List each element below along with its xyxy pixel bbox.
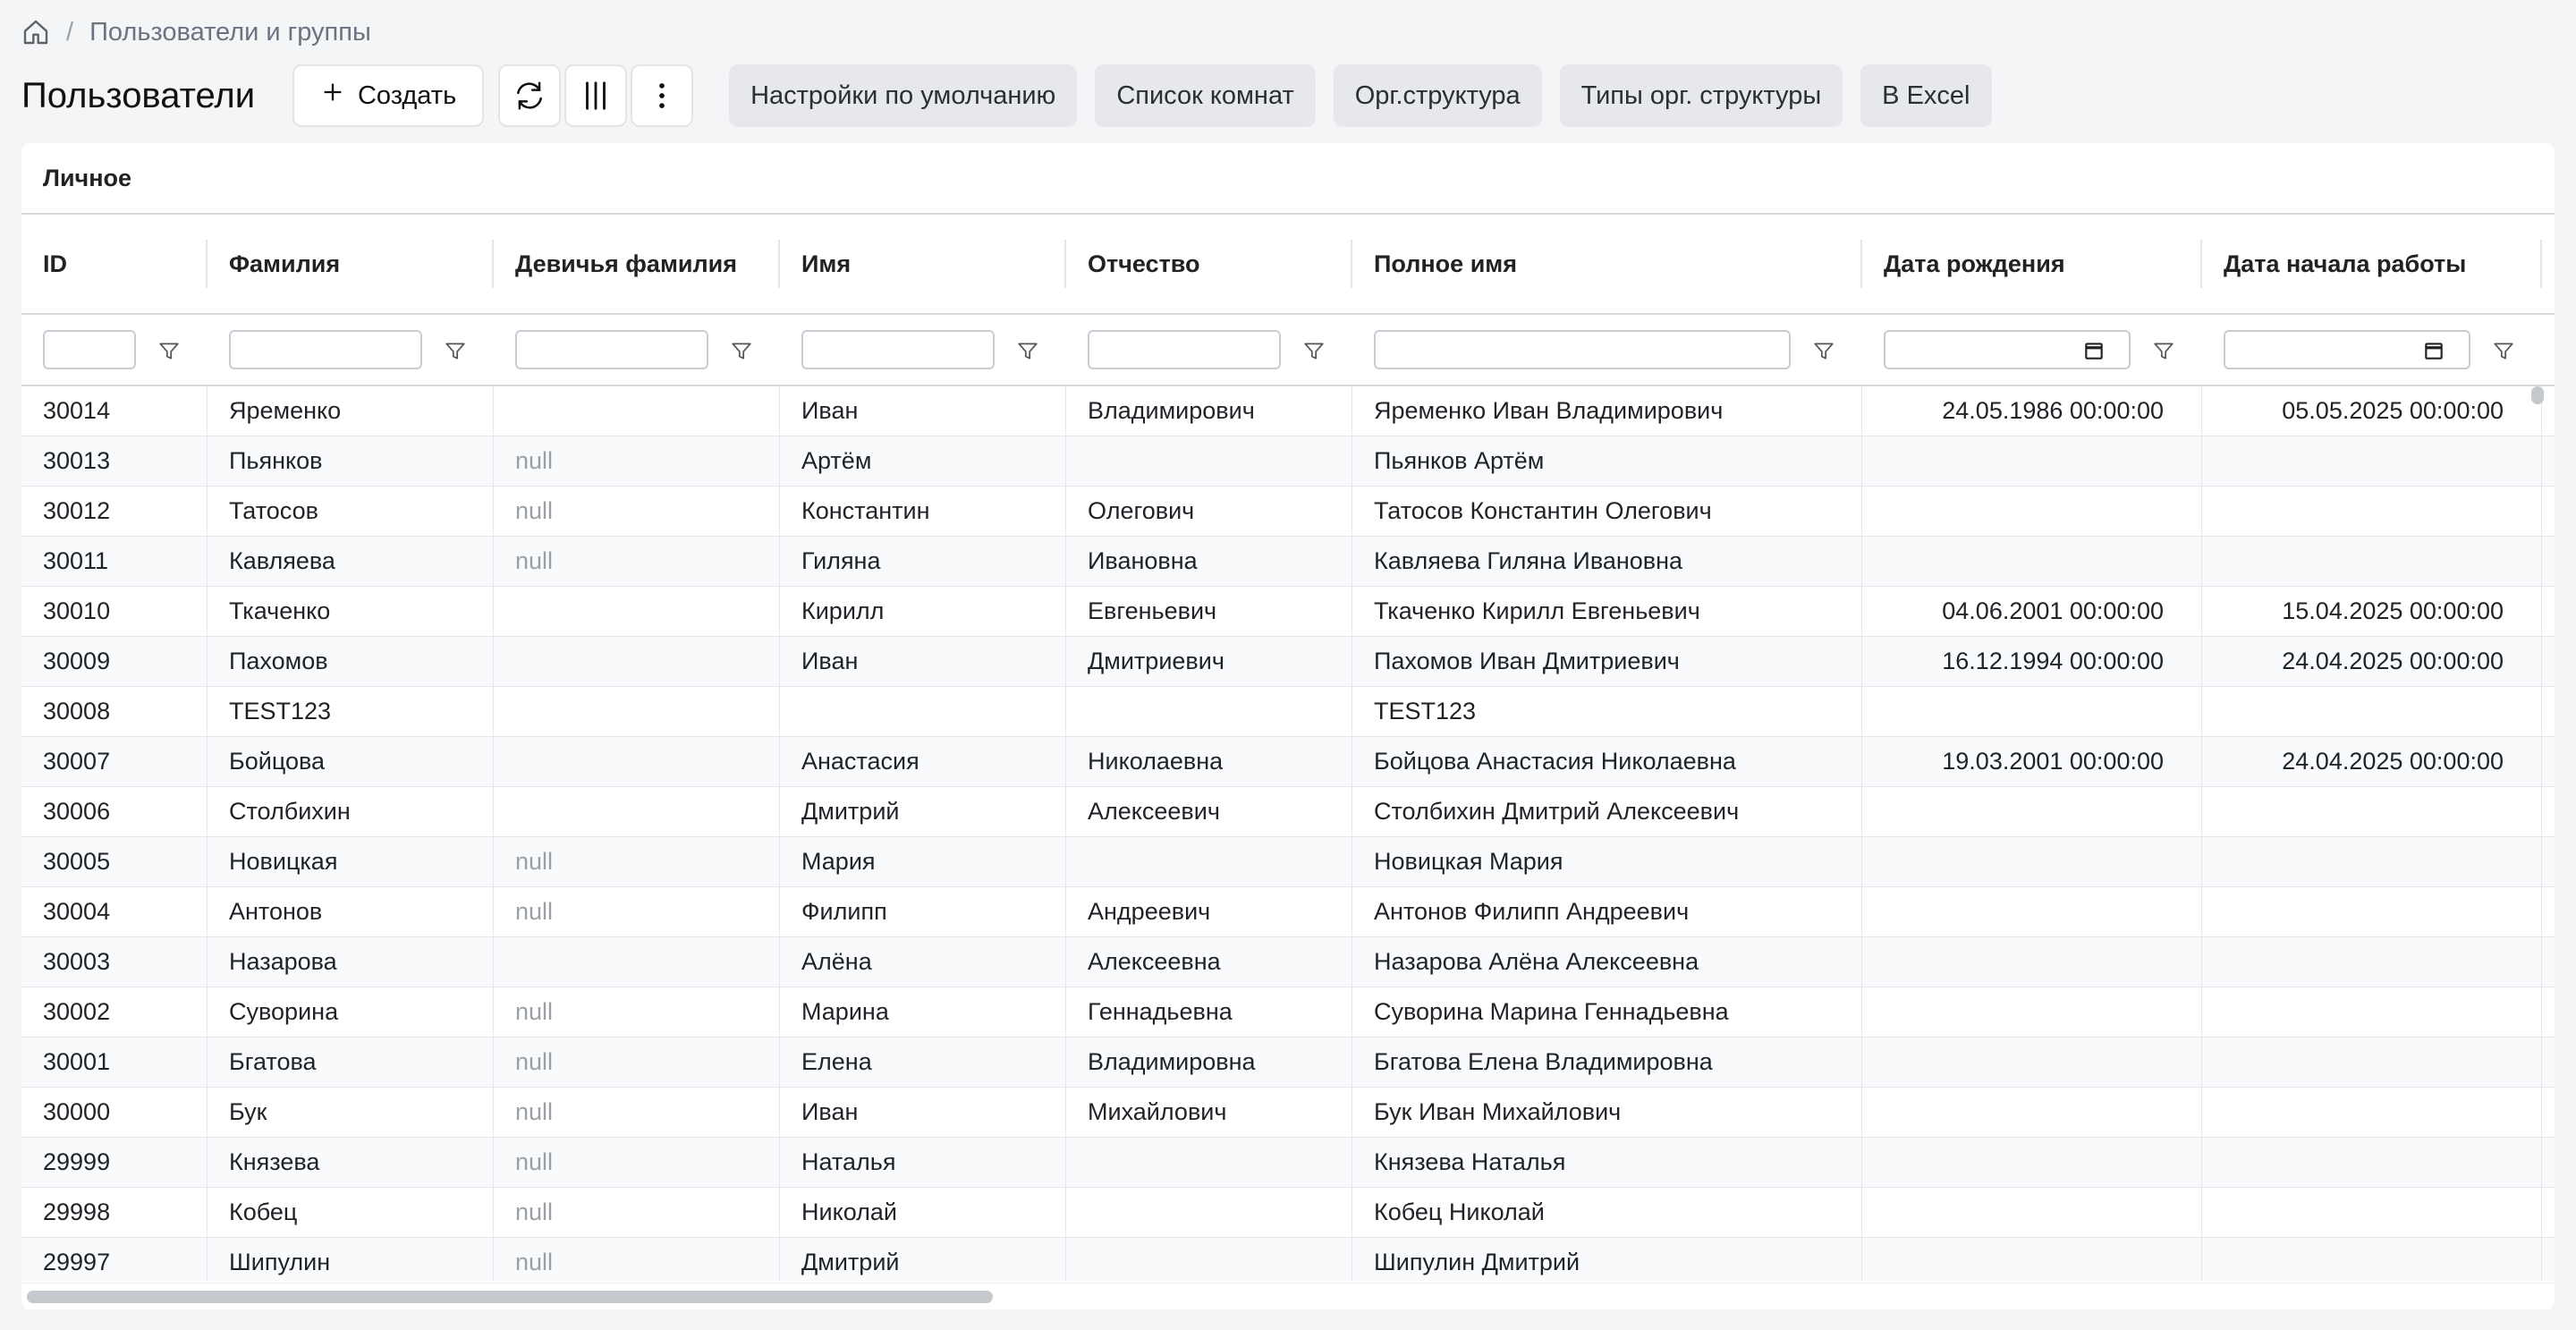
cell-first-name: Гиляна bbox=[780, 537, 1066, 586]
cell-start-date bbox=[2202, 487, 2542, 536]
cell-last-name: Антонов bbox=[208, 887, 494, 936]
cell-start-date: 24.04.2025 00:00:00 bbox=[2202, 637, 2542, 686]
table-row[interactable] bbox=[21, 1138, 2555, 1188]
cell-last-name: TEST123 bbox=[208, 687, 494, 736]
cell-start-date bbox=[2202, 1138, 2542, 1187]
cell-first-name: Константин bbox=[780, 487, 1066, 536]
cell-patronymic: Дмитриевич bbox=[1066, 637, 1352, 686]
cell-patronymic: Ивановна bbox=[1066, 537, 1352, 586]
cell-id: 30006 bbox=[21, 787, 208, 836]
cell-first-name: Дмитрий bbox=[780, 1238, 1066, 1281]
cell-birth-date bbox=[1862, 887, 2202, 936]
cell-first-name: Иван bbox=[780, 1088, 1066, 1137]
table-row[interactable] bbox=[21, 487, 2555, 537]
cell-last-name: Шипулин bbox=[208, 1238, 494, 1281]
cell-birth-date bbox=[1862, 1138, 2202, 1187]
cell-patronymic bbox=[1066, 837, 1352, 886]
cell-first-name: Артём bbox=[780, 436, 1066, 486]
cell-first-name: Елена bbox=[780, 1038, 1066, 1087]
filter-icon[interactable] bbox=[157, 339, 181, 362]
home-icon[interactable] bbox=[21, 18, 50, 47]
column-group-header: Личное bbox=[21, 143, 2555, 215]
column-header-patronymic[interactable]: Отчество bbox=[1066, 215, 1352, 313]
cell-id: 30008 bbox=[21, 687, 208, 736]
cell-start-date bbox=[2202, 787, 2542, 836]
more-vertical-icon bbox=[645, 79, 679, 113]
cell-birth-date bbox=[1862, 987, 2202, 1037]
cell-birth-date bbox=[1862, 537, 2202, 586]
cell-patronymic: Николаевна bbox=[1066, 737, 1352, 786]
cell-id: 30011 bbox=[21, 537, 208, 586]
cell-id: 30004 bbox=[21, 887, 208, 936]
filter-cell-birth-date bbox=[1862, 315, 2202, 385]
horizontal-scrollbar-thumb[interactable] bbox=[27, 1291, 993, 1303]
cell-full-name: Кобец Николай bbox=[1352, 1188, 1862, 1237]
table-row[interactable] bbox=[21, 1038, 2555, 1088]
cell-maiden-name bbox=[494, 687, 780, 736]
cell-full-name: TEST123 bbox=[1352, 687, 1862, 736]
cell-last-name: Пьянков bbox=[208, 436, 494, 486]
cell-start-date: 05.05.2025 00:00:00 bbox=[2202, 386, 2542, 436]
table-row[interactable] bbox=[21, 1188, 2555, 1238]
cell-last-name: Новицкая bbox=[208, 837, 494, 886]
cell-maiden-name bbox=[494, 386, 780, 436]
cell-id: 30002 bbox=[21, 987, 208, 1037]
default-settings-button[interactable]: Настройки по умолчанию bbox=[729, 64, 1077, 127]
cell-maiden-name bbox=[494, 637, 780, 686]
cell-id: 30001 bbox=[21, 1038, 208, 1087]
filter-icon[interactable] bbox=[1302, 339, 1326, 362]
export-excel-button[interactable]: В Excel bbox=[1860, 64, 1991, 127]
cell-full-name: Бук Иван Михайлович bbox=[1352, 1088, 1862, 1137]
column-header-start-date[interactable]: Дата начала работы bbox=[2202, 215, 2542, 313]
cell-maiden-name: null bbox=[494, 1238, 780, 1281]
cell-full-name: Пьянков Артём bbox=[1352, 436, 1862, 486]
calendar-icon[interactable] bbox=[2082, 339, 2106, 362]
filter-input-last-name[interactable] bbox=[229, 330, 422, 369]
cell-first-name: Николай bbox=[780, 1188, 1066, 1237]
filter-cell-first-name bbox=[780, 315, 1066, 385]
cell-first-name: Анастасия bbox=[780, 737, 1066, 786]
cell-maiden-name: null bbox=[494, 887, 780, 936]
table-row[interactable] bbox=[21, 887, 2555, 937]
horizontal-scrollbar[interactable] bbox=[21, 1283, 2555, 1309]
cell-last-name: Кобец bbox=[208, 1188, 494, 1237]
cell-full-name: Ткаченко Кирилл Евгеньевич bbox=[1352, 587, 1862, 636]
orgstructure-button[interactable]: Орг.структура bbox=[1334, 64, 1542, 127]
column-header-row bbox=[21, 215, 2555, 315]
cell-last-name: Суворина bbox=[208, 987, 494, 1037]
filter-cell-last-name bbox=[208, 315, 494, 385]
toolbar-actions bbox=[729, 64, 1991, 127]
filter-icon[interactable] bbox=[2492, 339, 2515, 362]
cell-first-name bbox=[780, 687, 1066, 736]
cell-full-name: Князева Наталья bbox=[1352, 1138, 1862, 1187]
cell-full-name: Суворина Марина Геннадьевна bbox=[1352, 987, 1862, 1037]
filter-input-first-name[interactable] bbox=[801, 330, 995, 369]
cell-id: 30000 bbox=[21, 1088, 208, 1137]
cell-birth-date bbox=[1862, 787, 2202, 836]
filter-icon[interactable] bbox=[1016, 339, 1039, 362]
cell-last-name: Бгатова bbox=[208, 1038, 494, 1087]
toolbar bbox=[21, 64, 1992, 127]
cell-patronymic bbox=[1066, 1188, 1352, 1237]
cell-first-name: Иван bbox=[780, 386, 1066, 436]
filter-cell-patronymic bbox=[1066, 315, 1352, 385]
cell-patronymic: Андреевич bbox=[1066, 887, 1352, 936]
cell-birth-date bbox=[1862, 687, 2202, 736]
filter-input-patronymic[interactable] bbox=[1088, 330, 1281, 369]
cell-birth-date bbox=[1862, 937, 2202, 987]
filter-input-id[interactable] bbox=[43, 330, 136, 369]
cell-id: 29999 bbox=[21, 1138, 208, 1187]
breadcrumb-current[interactable]: Пользователи и группы bbox=[89, 17, 371, 47]
cell-first-name: Марина bbox=[780, 987, 1066, 1037]
refresh-icon bbox=[513, 79, 547, 113]
cell-maiden-name: null bbox=[494, 837, 780, 886]
filter-row bbox=[21, 315, 2555, 386]
filter-cell-full-name bbox=[1352, 315, 1862, 385]
column-header-first-name[interactable]: Имя bbox=[780, 215, 1066, 313]
plus-icon bbox=[320, 80, 345, 112]
page-title: Пользователи bbox=[21, 75, 256, 115]
cell-last-name: Столбихин bbox=[208, 787, 494, 836]
cell-id: 30009 bbox=[21, 637, 208, 686]
columns-button[interactable] bbox=[564, 64, 627, 127]
cell-id: 30005 bbox=[21, 837, 208, 886]
table-row[interactable] bbox=[21, 787, 2555, 837]
cell-last-name: Назарова bbox=[208, 937, 494, 987]
table-row[interactable] bbox=[21, 587, 2555, 637]
filter-icon[interactable] bbox=[444, 339, 467, 362]
cell-maiden-name bbox=[494, 737, 780, 786]
cell-birth-date: 16.12.1994 00:00:00 bbox=[1862, 637, 2202, 686]
column-header-maiden-name[interactable]: Девичья фамилия bbox=[494, 215, 780, 313]
filter-cell-start-date bbox=[2202, 315, 2542, 385]
cell-maiden-name bbox=[494, 587, 780, 636]
cell-first-name: Филипп bbox=[780, 887, 1066, 936]
column-header-birth-date[interactable]: Дата рождения bbox=[1862, 215, 2202, 313]
cell-first-name: Наталья bbox=[780, 1138, 1066, 1187]
table-row[interactable] bbox=[21, 937, 2555, 987]
filter-icon[interactable] bbox=[1812, 339, 1835, 362]
table-row[interactable] bbox=[21, 737, 2555, 787]
cell-last-name: Князева bbox=[208, 1138, 494, 1187]
cell-start-date bbox=[2202, 436, 2542, 486]
cell-id: 30012 bbox=[21, 487, 208, 536]
cell-start-date bbox=[2202, 687, 2542, 736]
cell-birth-date bbox=[1862, 1188, 2202, 1237]
cell-id: 29998 bbox=[21, 1188, 208, 1237]
cell-start-date bbox=[2202, 987, 2542, 1037]
cell-full-name: Бойцова Анастасия Николаевна bbox=[1352, 737, 1862, 786]
columns-icon bbox=[579, 79, 613, 113]
table-row[interactable] bbox=[21, 837, 2555, 887]
table-row[interactable] bbox=[21, 1088, 2555, 1138]
cell-birth-date bbox=[1862, 1088, 2202, 1137]
cell-start-date bbox=[2202, 1238, 2542, 1281]
filter-cell-id bbox=[21, 315, 208, 385]
column-header-full-name[interactable]: Полное имя bbox=[1352, 215, 1862, 313]
cell-start-date: 15.04.2025 00:00:00 bbox=[2202, 587, 2542, 636]
cell-full-name: Назарова Алёна Алексеевна bbox=[1352, 937, 1862, 987]
cell-maiden-name: null bbox=[494, 1138, 780, 1187]
calendar-icon[interactable] bbox=[2422, 339, 2445, 362]
filter-input-full-name[interactable] bbox=[1374, 330, 1791, 369]
cell-maiden-name: null bbox=[494, 987, 780, 1037]
cell-start-date bbox=[2202, 887, 2542, 936]
cell-full-name: Яременко Иван Владимирович bbox=[1352, 386, 1862, 436]
table-row[interactable] bbox=[21, 537, 2555, 587]
column-header-id[interactable]: ID bbox=[21, 215, 208, 313]
table-row[interactable] bbox=[21, 987, 2555, 1038]
more-button[interactable] bbox=[631, 64, 693, 127]
refresh-button[interactable] bbox=[498, 64, 561, 127]
vertical-scrollbar-thumb[interactable] bbox=[2531, 386, 2544, 404]
cell-patronymic: Олегович bbox=[1066, 487, 1352, 536]
cell-last-name: Бойцова bbox=[208, 737, 494, 786]
cell-maiden-name bbox=[494, 937, 780, 987]
cell-last-name: Татосов bbox=[208, 487, 494, 536]
cell-patronymic: Евгеньевич bbox=[1066, 587, 1352, 636]
cell-last-name: Яременко bbox=[208, 386, 494, 436]
cell-birth-date: 19.03.2001 00:00:00 bbox=[1862, 737, 2202, 786]
cell-first-name: Дмитрий bbox=[780, 787, 1066, 836]
cell-id: 30013 bbox=[21, 436, 208, 486]
cell-maiden-name: null bbox=[494, 1188, 780, 1237]
filter-icon[interactable] bbox=[730, 339, 753, 362]
cell-patronymic: Геннадьевна bbox=[1066, 987, 1352, 1037]
rooms-list-button[interactable]: Список комнат bbox=[1095, 64, 1315, 127]
cell-maiden-name: null bbox=[494, 436, 780, 486]
orgstructure-types-button[interactable]: Типы орг. структуры bbox=[1560, 64, 1843, 127]
cell-birth-date: 24.05.1986 00:00:00 bbox=[1862, 386, 2202, 436]
breadcrumb bbox=[21, 14, 371, 50]
create-button-label: Создать bbox=[357, 80, 457, 110]
cell-maiden-name: null bbox=[494, 1088, 780, 1137]
filter-icon[interactable] bbox=[2152, 339, 2175, 362]
filter-input-maiden-name[interactable] bbox=[515, 330, 708, 369]
cell-first-name: Иван bbox=[780, 637, 1066, 686]
cell-id: 30007 bbox=[21, 737, 208, 786]
cell-birth-date: 04.06.2001 00:00:00 bbox=[1862, 587, 2202, 636]
cell-patronymic bbox=[1066, 687, 1352, 736]
cell-start-date bbox=[2202, 1088, 2542, 1137]
cell-full-name: Бгатова Елена Владимировна bbox=[1352, 1038, 1862, 1087]
cell-birth-date bbox=[1862, 1238, 2202, 1281]
table-row[interactable] bbox=[21, 386, 2555, 436]
cell-id: 30010 bbox=[21, 587, 208, 636]
cell-last-name: Пахомов bbox=[208, 637, 494, 686]
cell-maiden-name: null bbox=[494, 487, 780, 536]
cell-patronymic: Михайлович bbox=[1066, 1088, 1352, 1137]
table-row[interactable] bbox=[21, 1238, 2555, 1281]
cell-id: 30014 bbox=[21, 386, 208, 436]
cell-first-name: Мария bbox=[780, 837, 1066, 886]
cell-start-date bbox=[2202, 837, 2542, 886]
cell-start-date: 24.04.2025 00:00:00 bbox=[2202, 737, 2542, 786]
cell-last-name: Ткаченко bbox=[208, 587, 494, 636]
cell-birth-date bbox=[1862, 487, 2202, 536]
create-button[interactable] bbox=[292, 64, 484, 127]
users-table bbox=[21, 143, 2555, 1309]
cell-first-name: Алёна bbox=[780, 937, 1066, 987]
cell-full-name: Кавляева Гиляна Ивановна bbox=[1352, 537, 1862, 586]
cell-birth-date bbox=[1862, 1038, 2202, 1087]
cell-full-name: Новицкая Мария bbox=[1352, 837, 1862, 886]
table-row[interactable] bbox=[21, 436, 2555, 487]
cell-full-name: Столбихин Дмитрий Алексеевич bbox=[1352, 787, 1862, 836]
cell-id: 29997 bbox=[21, 1238, 208, 1281]
cell-start-date bbox=[2202, 1188, 2542, 1237]
cell-birth-date bbox=[1862, 436, 2202, 486]
cell-patronymic: Владимирович bbox=[1066, 386, 1352, 436]
cell-first-name: Кирилл bbox=[780, 587, 1066, 636]
cell-patronymic: Владимировна bbox=[1066, 1038, 1352, 1087]
table-body bbox=[21, 386, 2555, 1281]
cell-patronymic: Алексеевич bbox=[1066, 787, 1352, 836]
table-row[interactable] bbox=[21, 687, 2555, 737]
cell-last-name: Кавляева bbox=[208, 537, 494, 586]
cell-last-name: Бук bbox=[208, 1088, 494, 1137]
cell-full-name: Пахомов Иван Дмитриевич bbox=[1352, 637, 1862, 686]
cell-patronymic bbox=[1066, 436, 1352, 486]
cell-full-name: Шипулин Дмитрий bbox=[1352, 1238, 1862, 1281]
cell-full-name: Татосов Константин Олегович bbox=[1352, 487, 1862, 536]
column-header-last-name[interactable]: Фамилия bbox=[208, 215, 494, 313]
cell-patronymic bbox=[1066, 1238, 1352, 1281]
cell-maiden-name bbox=[494, 787, 780, 836]
cell-patronymic bbox=[1066, 1138, 1352, 1187]
table-row[interactable] bbox=[21, 637, 2555, 687]
cell-patronymic: Алексеевна bbox=[1066, 937, 1352, 987]
cell-maiden-name: null bbox=[494, 1038, 780, 1087]
cell-start-date bbox=[2202, 537, 2542, 586]
cell-maiden-name: null bbox=[494, 537, 780, 586]
cell-full-name: Антонов Филипп Андреевич bbox=[1352, 887, 1862, 936]
cell-birth-date bbox=[1862, 837, 2202, 886]
cell-start-date bbox=[2202, 1038, 2542, 1087]
cell-start-date bbox=[2202, 937, 2542, 987]
cell-id: 30003 bbox=[21, 937, 208, 987]
filter-cell-maiden-name bbox=[494, 315, 780, 385]
breadcrumb-separator: / bbox=[66, 17, 74, 47]
